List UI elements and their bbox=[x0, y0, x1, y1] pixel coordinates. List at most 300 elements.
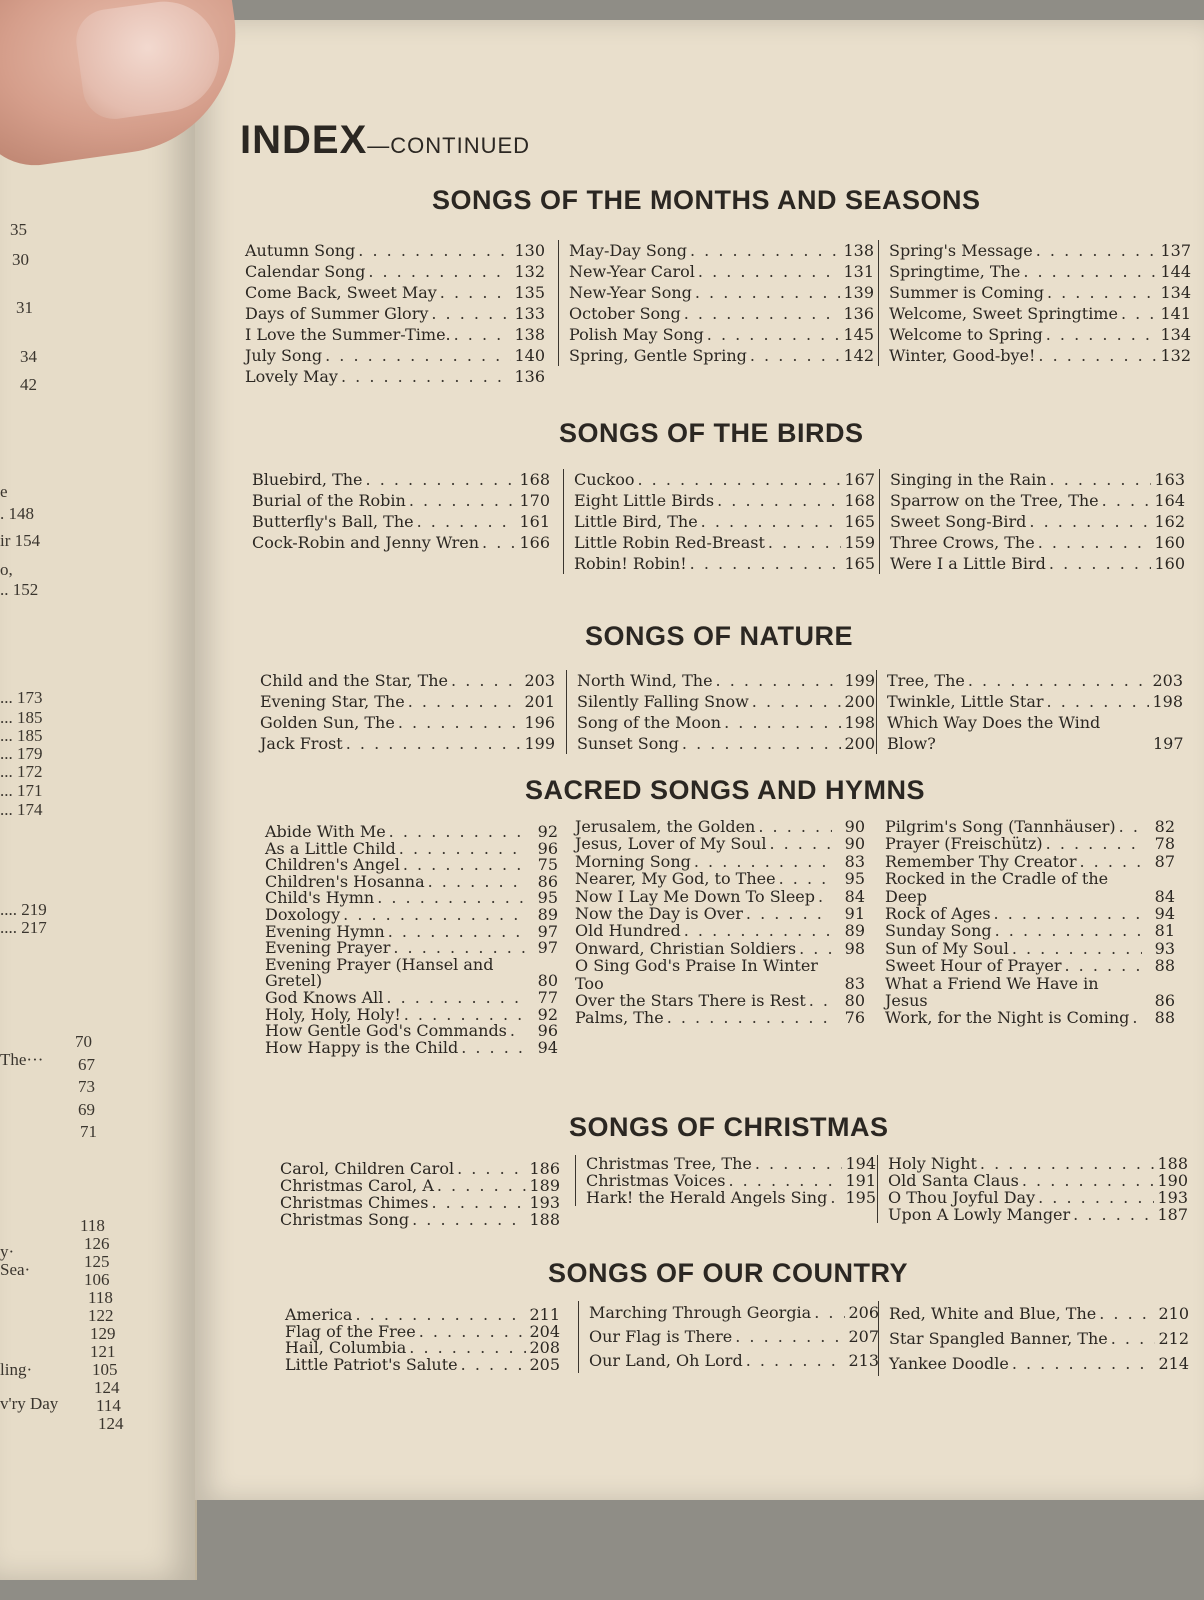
index-entry bbox=[887, 670, 1183, 691]
left-page-fragment: ling· bbox=[0, 1360, 33, 1379]
leader-dots bbox=[746, 905, 832, 922]
index-entry bbox=[889, 1326, 1189, 1351]
song-title: Sparrow on the Tree, The bbox=[890, 491, 1099, 510]
index-entry bbox=[575, 957, 865, 992]
song-title: Eight Little Birds bbox=[574, 491, 715, 510]
leader-dots bbox=[1064, 957, 1142, 974]
leader-dots bbox=[968, 670, 1150, 691]
song-title: Were I a Little Bird bbox=[890, 554, 1046, 573]
page-number: 145 bbox=[843, 325, 874, 344]
leader-dots bbox=[694, 853, 832, 870]
page-number: 193 bbox=[1157, 1188, 1188, 1207]
page-number: 139 bbox=[843, 283, 874, 302]
page-number: 214 bbox=[1158, 1354, 1189, 1373]
page-number: 89 bbox=[844, 921, 865, 941]
song-title: Bluebird, The bbox=[252, 470, 363, 489]
leader-dots bbox=[799, 940, 832, 957]
index-entry bbox=[885, 870, 1175, 905]
page-number: 205 bbox=[529, 1354, 560, 1374]
song-title: Old Santa Claus bbox=[888, 1171, 1019, 1190]
song-title: Children's Angel bbox=[265, 855, 400, 875]
song-title: Calendar Song bbox=[245, 262, 366, 281]
leader-dots bbox=[428, 874, 525, 891]
page-number: 81 bbox=[1154, 921, 1175, 941]
leader-dots bbox=[750, 345, 841, 366]
section-heading-months: SONGS OF THE MONTHS AND SEASONS bbox=[432, 185, 981, 215]
leader-dots bbox=[1099, 1301, 1155, 1326]
song-title: Welcome, Sweet Springtime bbox=[889, 304, 1118, 323]
page-number: 86 bbox=[537, 871, 558, 891]
leader-dots bbox=[431, 1194, 526, 1211]
leader-dots bbox=[1046, 324, 1158, 345]
song-title: Hark! the Herald Angels Sing bbox=[586, 1188, 828, 1207]
index-entry bbox=[574, 553, 875, 574]
song-title: Old Hundred bbox=[575, 921, 681, 941]
song-title: Carol, Children Carol bbox=[280, 1159, 455, 1178]
page-number: 141 bbox=[1160, 304, 1191, 323]
leader-dots bbox=[980, 1155, 1155, 1172]
country-column-1 bbox=[285, 1307, 560, 1373]
index-entry bbox=[569, 240, 874, 261]
leader-dots bbox=[409, 490, 517, 511]
page-number: 144 bbox=[1160, 262, 1191, 281]
song-title: Christmas Tree, The bbox=[586, 1154, 752, 1173]
index-entry bbox=[885, 818, 1175, 835]
song-title: Rock of Ages bbox=[885, 904, 991, 924]
leader-dots bbox=[707, 324, 841, 345]
page-number: 84 bbox=[1154, 886, 1175, 906]
index-entry bbox=[245, 366, 545, 387]
leader-dots bbox=[341, 366, 511, 387]
song-title: Jesus, Lover of My Soul bbox=[575, 834, 767, 854]
song-title: Which Way Does the Wind Blow? bbox=[887, 713, 1101, 753]
index-entry bbox=[577, 712, 875, 733]
left-page bbox=[0, 20, 197, 1580]
leader-dots bbox=[368, 261, 511, 282]
index-entry bbox=[252, 469, 550, 490]
index-entry bbox=[260, 733, 555, 754]
left-page-fragment: 124 bbox=[98, 1414, 124, 1433]
page-number: 84 bbox=[844, 886, 865, 906]
left-page-fragment: v'ry Day bbox=[0, 1394, 59, 1413]
left-page-fragment: e bbox=[0, 482, 8, 501]
index-entry bbox=[285, 1354, 560, 1374]
song-title: New-Year Song bbox=[569, 283, 692, 302]
leader-dots bbox=[461, 1357, 527, 1374]
country-column-3 bbox=[878, 1301, 1189, 1376]
song-title: Lovely May bbox=[245, 367, 338, 386]
page-number: 134 bbox=[1160, 283, 1191, 302]
song-title: Butterfly's Ball, The bbox=[252, 512, 414, 531]
left-page-fragment: ir 154 bbox=[0, 531, 41, 550]
birds-column-3 bbox=[879, 469, 1185, 574]
page-number: 168 bbox=[844, 491, 875, 510]
left-page-fragment: 73 bbox=[78, 1077, 95, 1096]
index-entry bbox=[569, 261, 874, 282]
page-number: 203 bbox=[524, 671, 555, 690]
leader-dots bbox=[1012, 940, 1142, 957]
song-title: Christmas Voices bbox=[586, 1171, 726, 1190]
index-entry bbox=[885, 975, 1175, 1010]
leader-dots bbox=[768, 532, 842, 553]
song-title: Singing in the Rain bbox=[890, 470, 1047, 489]
sacred-column-2 bbox=[575, 818, 865, 1027]
index-entry bbox=[888, 1172, 1188, 1189]
page-number: 136 bbox=[843, 304, 874, 323]
song-title: Holy Night bbox=[888, 1154, 977, 1173]
index-entry bbox=[885, 940, 1175, 957]
leader-dots bbox=[377, 890, 525, 907]
index-entry bbox=[575, 922, 865, 939]
song-title: Winter, Good-bye! bbox=[889, 346, 1036, 365]
song-title: Christmas Chimes bbox=[280, 1193, 429, 1212]
page-number: 78 bbox=[1154, 834, 1175, 854]
page-number: 132 bbox=[514, 262, 545, 281]
left-page-fragment: ... 185 bbox=[0, 708, 43, 727]
leader-dots bbox=[440, 282, 512, 303]
page-number: 190 bbox=[1157, 1171, 1188, 1190]
index-entry bbox=[885, 905, 1175, 922]
leader-dots bbox=[701, 511, 842, 532]
leader-dots bbox=[667, 1009, 832, 1026]
leader-dots bbox=[684, 303, 841, 324]
index-title-sub: —CONTINUED bbox=[367, 133, 531, 158]
index-entry bbox=[575, 940, 865, 957]
page-number: 196 bbox=[524, 713, 555, 732]
left-page-fragment: 124 bbox=[94, 1378, 120, 1397]
left-page-fragment: .. 152 bbox=[0, 580, 39, 599]
song-title: Evening Prayer bbox=[265, 938, 391, 958]
leader-dots bbox=[346, 733, 522, 754]
song-title: Evening Prayer (Hansel and Gretel) bbox=[265, 954, 494, 991]
page-number: 200 bbox=[844, 734, 875, 753]
index-entry bbox=[885, 835, 1175, 852]
index-entry bbox=[245, 282, 545, 303]
leader-dots bbox=[830, 1189, 842, 1206]
song-title: Silently Falling Snow bbox=[577, 692, 749, 711]
christmas-column-3 bbox=[877, 1155, 1188, 1223]
leader-dots bbox=[1119, 818, 1142, 835]
leader-dots bbox=[752, 691, 842, 712]
song-title: Twinkle, Little Star bbox=[887, 692, 1044, 711]
leader-dots bbox=[809, 992, 832, 1009]
leader-dots bbox=[684, 922, 832, 939]
song-title: Sun of My Soul bbox=[885, 938, 1009, 958]
leader-dots bbox=[1132, 1009, 1142, 1026]
index-entry bbox=[575, 1009, 865, 1026]
page-number: 136 bbox=[514, 367, 545, 386]
song-title: Spring's Message bbox=[889, 241, 1033, 260]
index-entry bbox=[889, 324, 1191, 345]
page-number: 164 bbox=[1154, 491, 1185, 510]
page-number: 137 bbox=[1160, 241, 1191, 260]
leader-dots bbox=[461, 1040, 525, 1057]
section-heading-sacred: SACRED SONGS AND HYMNS bbox=[525, 775, 926, 805]
left-page-fragment: 69 bbox=[78, 1100, 95, 1119]
index-entry bbox=[265, 1037, 558, 1057]
index-entry bbox=[885, 853, 1175, 870]
leader-dots bbox=[510, 1023, 525, 1040]
song-title: Spring, Gentle Spring bbox=[569, 346, 747, 365]
song-title: Over the Stars There is Rest bbox=[575, 991, 806, 1011]
leader-dots bbox=[388, 924, 525, 941]
index-entry bbox=[245, 261, 545, 282]
leader-dots bbox=[1049, 553, 1152, 574]
index-entry bbox=[577, 733, 875, 754]
song-title: Marching Through Georgia bbox=[589, 1303, 812, 1322]
page-number: 163 bbox=[1154, 470, 1185, 489]
index-entry bbox=[245, 303, 545, 324]
page-number: 160 bbox=[1154, 533, 1185, 552]
page-number: 86 bbox=[1154, 991, 1175, 1011]
index-entry bbox=[889, 282, 1191, 303]
birds-column-1 bbox=[252, 469, 550, 553]
left-page-fragment: y· bbox=[0, 1242, 15, 1261]
song-title: Evening Hymn bbox=[265, 921, 385, 941]
leader-dots bbox=[482, 532, 516, 553]
leader-dots bbox=[1023, 261, 1157, 282]
song-title: Three Crows, The bbox=[890, 533, 1035, 552]
song-title: Our Land, Oh Lord bbox=[589, 1351, 743, 1370]
page-number: 92 bbox=[537, 1004, 558, 1024]
index-entry bbox=[252, 490, 550, 511]
song-title: North Wind, The bbox=[577, 671, 713, 690]
left-page-fragment: The··· bbox=[0, 1050, 44, 1069]
leader-dots bbox=[437, 1177, 527, 1194]
left-page-fragment: 122 bbox=[88, 1306, 114, 1325]
index-entry bbox=[890, 469, 1185, 490]
index-entry bbox=[280, 1194, 560, 1211]
page-number: 162 bbox=[1154, 512, 1185, 531]
page-number: 187 bbox=[1157, 1205, 1188, 1224]
song-title: Days of Summer Glory bbox=[245, 304, 429, 323]
leader-dots bbox=[690, 240, 840, 261]
left-page-fragment: 121 bbox=[90, 1342, 116, 1361]
left-page-fragment: 42 bbox=[20, 375, 37, 394]
leader-dots bbox=[454, 324, 512, 345]
leader-dots bbox=[1036, 240, 1158, 261]
left-page-fragment: ... 171 bbox=[0, 781, 43, 800]
song-title: Tree, The bbox=[887, 671, 965, 690]
leader-dots bbox=[1047, 691, 1150, 712]
song-title: Our Flag is There bbox=[589, 1327, 733, 1346]
left-page-fragment: . 148 bbox=[0, 504, 34, 523]
index-entry bbox=[260, 670, 555, 691]
left-page-fragment: ... 174 bbox=[0, 800, 43, 819]
index-entry bbox=[890, 553, 1185, 574]
page-number: 91 bbox=[844, 904, 865, 924]
page-number: 95 bbox=[844, 869, 865, 889]
page-number: 83 bbox=[844, 973, 865, 993]
index-entry bbox=[574, 532, 875, 553]
index-entry bbox=[575, 835, 865, 852]
index-title-main: INDEX bbox=[240, 118, 368, 162]
left-page-fragment: 118 bbox=[80, 1216, 105, 1235]
page-number: 90 bbox=[844, 834, 865, 854]
page-number: 198 bbox=[844, 713, 875, 732]
song-title: Palms, The bbox=[575, 1008, 664, 1028]
page-number: 165 bbox=[844, 554, 875, 573]
left-page-fragment: 105 bbox=[92, 1360, 118, 1379]
left-page-fragment: o, bbox=[0, 560, 13, 579]
leader-dots bbox=[457, 1160, 526, 1177]
page-number: 195 bbox=[845, 1188, 876, 1207]
page-number: 206 bbox=[848, 1303, 879, 1322]
song-title: Golden Sun, The bbox=[260, 713, 395, 732]
leader-dots bbox=[1079, 853, 1142, 870]
leader-dots bbox=[1073, 1206, 1154, 1223]
page-number: 170 bbox=[519, 491, 550, 510]
song-title: Star Spangled Banner, The bbox=[889, 1329, 1108, 1348]
index-entry bbox=[252, 532, 550, 553]
page-number: 95 bbox=[537, 888, 558, 908]
left-page-fragment: 126 bbox=[84, 1234, 110, 1253]
page-title bbox=[240, 118, 530, 163]
leader-dots bbox=[758, 818, 832, 835]
leader-dots bbox=[717, 490, 841, 511]
months-column-3 bbox=[878, 240, 1191, 366]
index-entry bbox=[586, 1172, 876, 1189]
page-number: 80 bbox=[537, 971, 558, 991]
left-page-fragment: .... 219 bbox=[0, 900, 47, 919]
page-number: 210 bbox=[1158, 1304, 1189, 1323]
index-entry bbox=[569, 345, 874, 366]
section-heading-birds: SONGS OF THE BIRDS bbox=[559, 418, 864, 448]
song-title: Red, White and Blue, The bbox=[889, 1304, 1097, 1323]
birds-column-2 bbox=[563, 469, 875, 574]
left-page-fragment: 71 bbox=[80, 1122, 97, 1141]
index-entry bbox=[574, 490, 875, 511]
leader-dots bbox=[408, 691, 522, 712]
song-title: Prayer (Freischütz) bbox=[885, 834, 1043, 854]
page-number: 201 bbox=[524, 692, 555, 711]
song-title: Remember Thy Creator bbox=[885, 851, 1077, 871]
song-title: Yankee Doodle bbox=[889, 1354, 1009, 1373]
leader-dots bbox=[358, 240, 511, 261]
leader-dots bbox=[814, 1301, 845, 1325]
index-entry bbox=[890, 490, 1185, 511]
leader-dots bbox=[1121, 303, 1158, 324]
leader-dots bbox=[735, 1325, 845, 1349]
page-number: 94 bbox=[1154, 904, 1175, 924]
leader-dots bbox=[325, 345, 511, 366]
song-title: Summer is Coming bbox=[889, 283, 1044, 302]
song-title: Burial of the Robin bbox=[252, 491, 406, 510]
index-entry bbox=[280, 1177, 560, 1194]
leader-dots bbox=[682, 733, 842, 754]
index-entry bbox=[569, 303, 874, 324]
index-entry bbox=[260, 691, 555, 712]
song-title: Pilgrim's Song (Tannhäuser) bbox=[885, 817, 1116, 836]
index-entry bbox=[245, 345, 545, 366]
page-number: 94 bbox=[537, 1037, 558, 1057]
page-number: 89 bbox=[537, 904, 558, 924]
months-column-1 bbox=[245, 240, 545, 387]
index-entry bbox=[889, 261, 1191, 282]
song-title: Now the Day is Over bbox=[575, 904, 743, 924]
song-title: Robin! Robin! bbox=[574, 554, 687, 573]
index-entry bbox=[885, 922, 1175, 939]
left-page-fragment: Sea· bbox=[0, 1260, 31, 1279]
leader-dots bbox=[994, 905, 1142, 922]
song-title: Flag of the Free bbox=[285, 1321, 416, 1341]
leader-dots bbox=[1102, 490, 1152, 511]
page-number: 130 bbox=[514, 241, 545, 260]
index-entry bbox=[260, 712, 555, 733]
song-title: Doxology bbox=[265, 904, 341, 924]
song-title: America bbox=[285, 1305, 353, 1324]
index-entry bbox=[575, 870, 865, 887]
left-page-fragment: ... 185 bbox=[0, 726, 43, 745]
leader-dots bbox=[417, 511, 517, 532]
index-entry bbox=[569, 282, 874, 303]
index-entry bbox=[245, 324, 545, 345]
page-number: 133 bbox=[514, 304, 545, 323]
index-entry bbox=[889, 345, 1191, 366]
left-page-fragment: 129 bbox=[90, 1324, 116, 1343]
song-title: July Song bbox=[245, 346, 323, 365]
index-entry bbox=[887, 712, 1183, 754]
index-entry bbox=[887, 691, 1183, 712]
page-number: 212 bbox=[1158, 1329, 1189, 1348]
page-number: 211 bbox=[529, 1305, 560, 1324]
song-title: Autumn Song bbox=[245, 241, 356, 260]
song-title: Song of the Moon bbox=[577, 713, 722, 732]
page-number: 193 bbox=[529, 1193, 560, 1212]
song-title: Hail, Columbia bbox=[285, 1338, 407, 1357]
leader-dots bbox=[412, 1211, 526, 1228]
left-page-fragment: ... 172 bbox=[0, 762, 43, 781]
left-page-fragment: 30 bbox=[12, 250, 29, 269]
leader-dots bbox=[724, 712, 841, 733]
thumbnail bbox=[72, 0, 226, 123]
song-title: Sweet Song-Bird bbox=[890, 512, 1027, 531]
left-page-fragment: ... 173 bbox=[0, 688, 43, 707]
page-number: 75 bbox=[537, 855, 558, 875]
page-number: 97 bbox=[537, 938, 558, 958]
left-page-fragment: 70 bbox=[75, 1032, 92, 1051]
song-title: God Knows All bbox=[265, 987, 384, 1007]
song-title: Upon A Lowly Manger bbox=[888, 1205, 1071, 1224]
leader-dots bbox=[419, 1324, 527, 1341]
song-title: Little Bird, The bbox=[574, 512, 698, 531]
index-entry bbox=[885, 957, 1175, 974]
page-number: 96 bbox=[537, 1021, 558, 1041]
leader-dots bbox=[1038, 532, 1152, 553]
page-number: 213 bbox=[848, 1351, 879, 1370]
page-number: 186 bbox=[529, 1159, 560, 1178]
song-title: Children's Hosanna bbox=[265, 871, 425, 891]
leader-dots bbox=[366, 469, 517, 490]
song-title: Nearer, My God, to Thee bbox=[575, 869, 776, 889]
page-number: 203 bbox=[1152, 671, 1183, 690]
leader-dots bbox=[690, 553, 842, 574]
index-entry bbox=[889, 303, 1191, 324]
leader-dots bbox=[1111, 1326, 1156, 1351]
left-page-fragment: 34 bbox=[20, 347, 37, 366]
left-page-fragment: .... 217 bbox=[0, 918, 47, 937]
sacred-column-3 bbox=[885, 818, 1175, 1027]
song-title: I Love the Summer-Time. bbox=[245, 325, 451, 344]
page-number: 161 bbox=[519, 512, 550, 531]
leader-dots bbox=[451, 670, 521, 691]
index-entry bbox=[252, 511, 550, 532]
song-title: Polish May Song bbox=[569, 325, 704, 344]
song-title: Jerusalem, the Golden bbox=[575, 817, 756, 836]
page-number: 194 bbox=[845, 1154, 876, 1173]
leader-dots bbox=[716, 670, 842, 691]
song-title: Holy, Holy, Holy! bbox=[265, 1004, 401, 1024]
